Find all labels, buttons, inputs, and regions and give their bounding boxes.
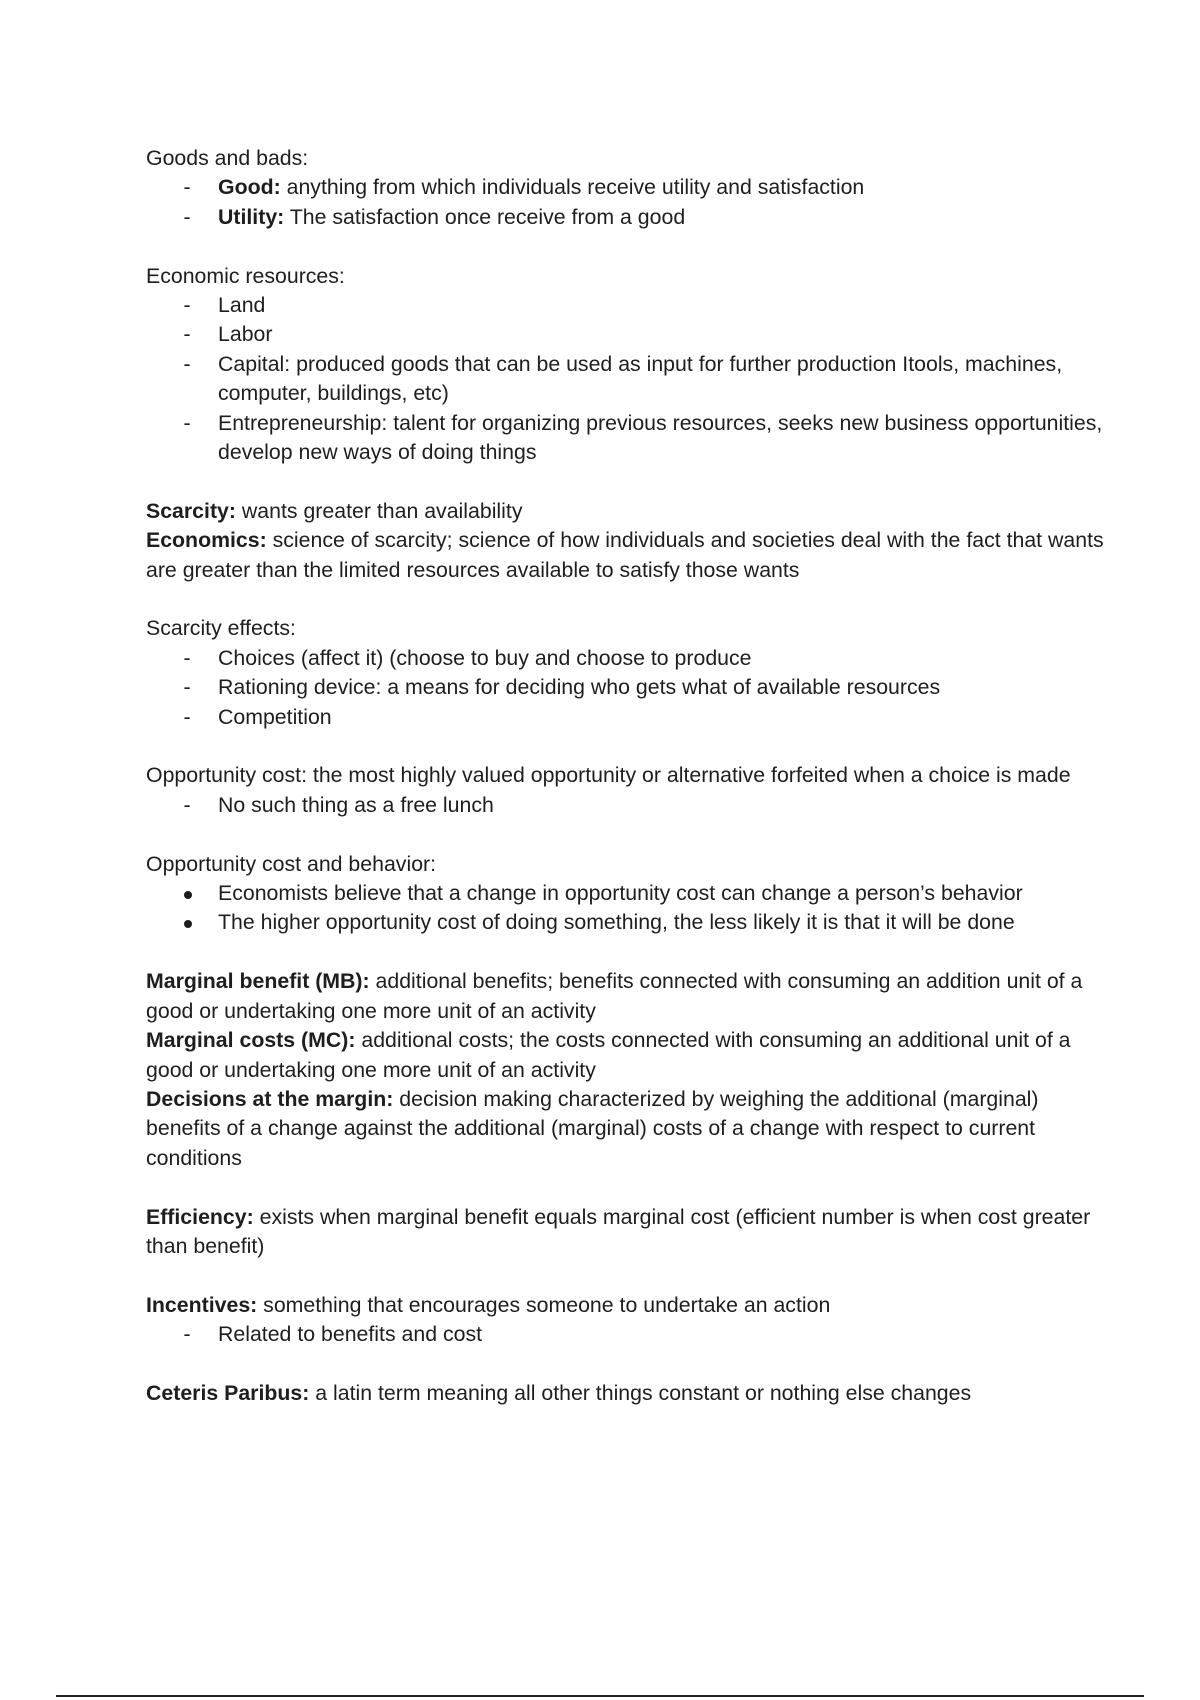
term-definition: anything from which individuals receive utility and satisfaction xyxy=(280,175,865,200)
term-definition: additional benefits; benefits connected with consuming an addition unit of a good or undertaking one more unit of an activity xyxy=(146,969,1083,1023)
term-label: Utility: xyxy=(218,204,285,229)
term-definition: science of scarcity; science of how individuals and societies deal with the fact that wants are greater than the limited resources available to satisfy those wants xyxy=(146,528,1104,582)
dash-marker: - xyxy=(183,351,191,376)
term-definition: wants greater than availability xyxy=(235,498,523,523)
section-heading: Scarcity effects: xyxy=(146,616,296,641)
term-label: Ceteris Paribus: xyxy=(146,1380,310,1405)
list-item-text: No such thing as a free lunch xyxy=(218,792,494,817)
list-item xyxy=(146,320,1106,349)
definition-opportunity-cost: Opportunity cost: the most highly valued opportunity or alternative forfeited when a choice is made xyxy=(146,763,1071,788)
section-heading: Goods and bads: xyxy=(146,146,309,170)
section-ceteris-paribus xyxy=(146,1379,1106,1408)
list-item-text: Labor xyxy=(218,322,273,347)
dash-marker: - xyxy=(183,1322,191,1347)
section-goods-and-bads xyxy=(146,144,1106,232)
term-definition: something that encourages someone to undertake an action xyxy=(257,1292,831,1317)
term-label: Good: xyxy=(218,175,281,200)
term-label: Decisions at the margin: xyxy=(146,1086,394,1111)
list-item xyxy=(146,908,1106,937)
dash-marker: - xyxy=(183,792,191,817)
list-item-text: Choices (affect it) (choose to buy and choose to produce xyxy=(218,645,752,670)
list-item-text: Rationing device: a means for deciding who gets what of available resources xyxy=(218,675,941,700)
definition-scarcity xyxy=(146,497,1106,526)
term-label: Marginal benefit (MB): xyxy=(146,969,370,994)
list-item-text: Competition xyxy=(218,704,332,729)
list-item xyxy=(146,879,1106,908)
list-item-text: Entrepreneurship: talent for organizing previous resources, seeks new business opportunities, develop new ways of doing things xyxy=(218,410,1103,465)
list-item-text: Related to benefits and cost xyxy=(218,1322,483,1347)
notes-page xyxy=(146,144,1106,1438)
term-definition: decision making characterized by weighing the additional (marginal) benefits of a change against the additional (marginal) costs of a change with respect to current conditions xyxy=(146,1086,1039,1170)
term-label: Economics: xyxy=(146,528,267,553)
section-scarcity xyxy=(146,497,1106,585)
section-scarcity-effects xyxy=(146,614,1106,732)
section-opportunity-behavior xyxy=(146,850,1106,938)
list-item xyxy=(146,350,1106,409)
definition-economics xyxy=(146,526,1106,585)
definition-incentives xyxy=(146,1291,1106,1320)
definition-decisions-margin xyxy=(146,1085,1106,1173)
definition-ceteris-paribus xyxy=(146,1379,1106,1408)
bullet-list xyxy=(146,879,1106,938)
list-item xyxy=(146,703,1106,732)
dash-marker: - xyxy=(183,645,191,670)
term-label: Efficiency: xyxy=(146,1204,254,1229)
list-item xyxy=(146,173,1106,202)
term-definition: a latin term meaning all other things constant or nothing else changes xyxy=(309,1380,972,1405)
list-item-text: Capital: produced goods that can be used as input for further production Itools, machines, computer, buildings, etc) xyxy=(218,351,1063,406)
dash-marker: - xyxy=(183,410,191,435)
list-item xyxy=(146,1320,1106,1349)
definition-marginal-benefit xyxy=(146,967,1106,1026)
section-opportunity-cost xyxy=(146,761,1106,820)
list-item-text: The higher opportunity cost of doing something, the less likely it is that it will be done xyxy=(218,910,1015,935)
section-economic-resources xyxy=(146,262,1106,468)
bullet-dot-icon xyxy=(184,920,192,928)
bullet-list xyxy=(146,173,1106,232)
list-item xyxy=(146,291,1106,320)
dash-marker: - xyxy=(183,322,191,347)
section-incentives xyxy=(146,1291,1106,1350)
term-label: Incentives: xyxy=(146,1292,258,1317)
section-marginal xyxy=(146,967,1106,1173)
bullet-list xyxy=(146,1320,1106,1349)
list-item xyxy=(146,409,1106,468)
bullet-list xyxy=(146,791,1106,820)
term-label: Scarcity: xyxy=(146,498,236,523)
dash-marker: - xyxy=(183,175,191,200)
definition-efficiency xyxy=(146,1203,1106,1262)
definition-marginal-costs xyxy=(146,1026,1106,1085)
dash-marker: - xyxy=(183,704,191,729)
term-definition: exists when marginal benefit equals marginal cost (efficient number is when cost greater than benefit) xyxy=(146,1204,1091,1258)
section-efficiency xyxy=(146,1203,1106,1262)
list-item xyxy=(146,203,1106,232)
term-definition: additional costs; the costs connected with consuming an additional unit of a good or undertaking one more unit of an activity xyxy=(146,1028,1071,1082)
dash-marker: - xyxy=(183,293,191,318)
page-bottom-rule xyxy=(56,1695,1144,1697)
list-item-text: Economists believe that a change in opportunity cost can change a person’s behavior xyxy=(218,881,1023,906)
term-definition: The satisfaction once receive from a good xyxy=(284,204,686,229)
list-item xyxy=(146,791,1106,820)
list-item xyxy=(146,673,1106,702)
bullet-list xyxy=(146,291,1106,467)
term-label: Marginal costs (MC): xyxy=(146,1028,356,1053)
section-heading: Economic resources: xyxy=(146,263,345,288)
list-item-text: Land xyxy=(218,293,266,318)
list-item xyxy=(146,644,1106,673)
section-heading: Opportunity cost and behavior: xyxy=(146,851,437,876)
dash-marker: - xyxy=(183,204,191,229)
bullet-list xyxy=(146,644,1106,732)
dash-marker: - xyxy=(183,675,191,700)
bullet-dot-icon xyxy=(184,891,192,899)
